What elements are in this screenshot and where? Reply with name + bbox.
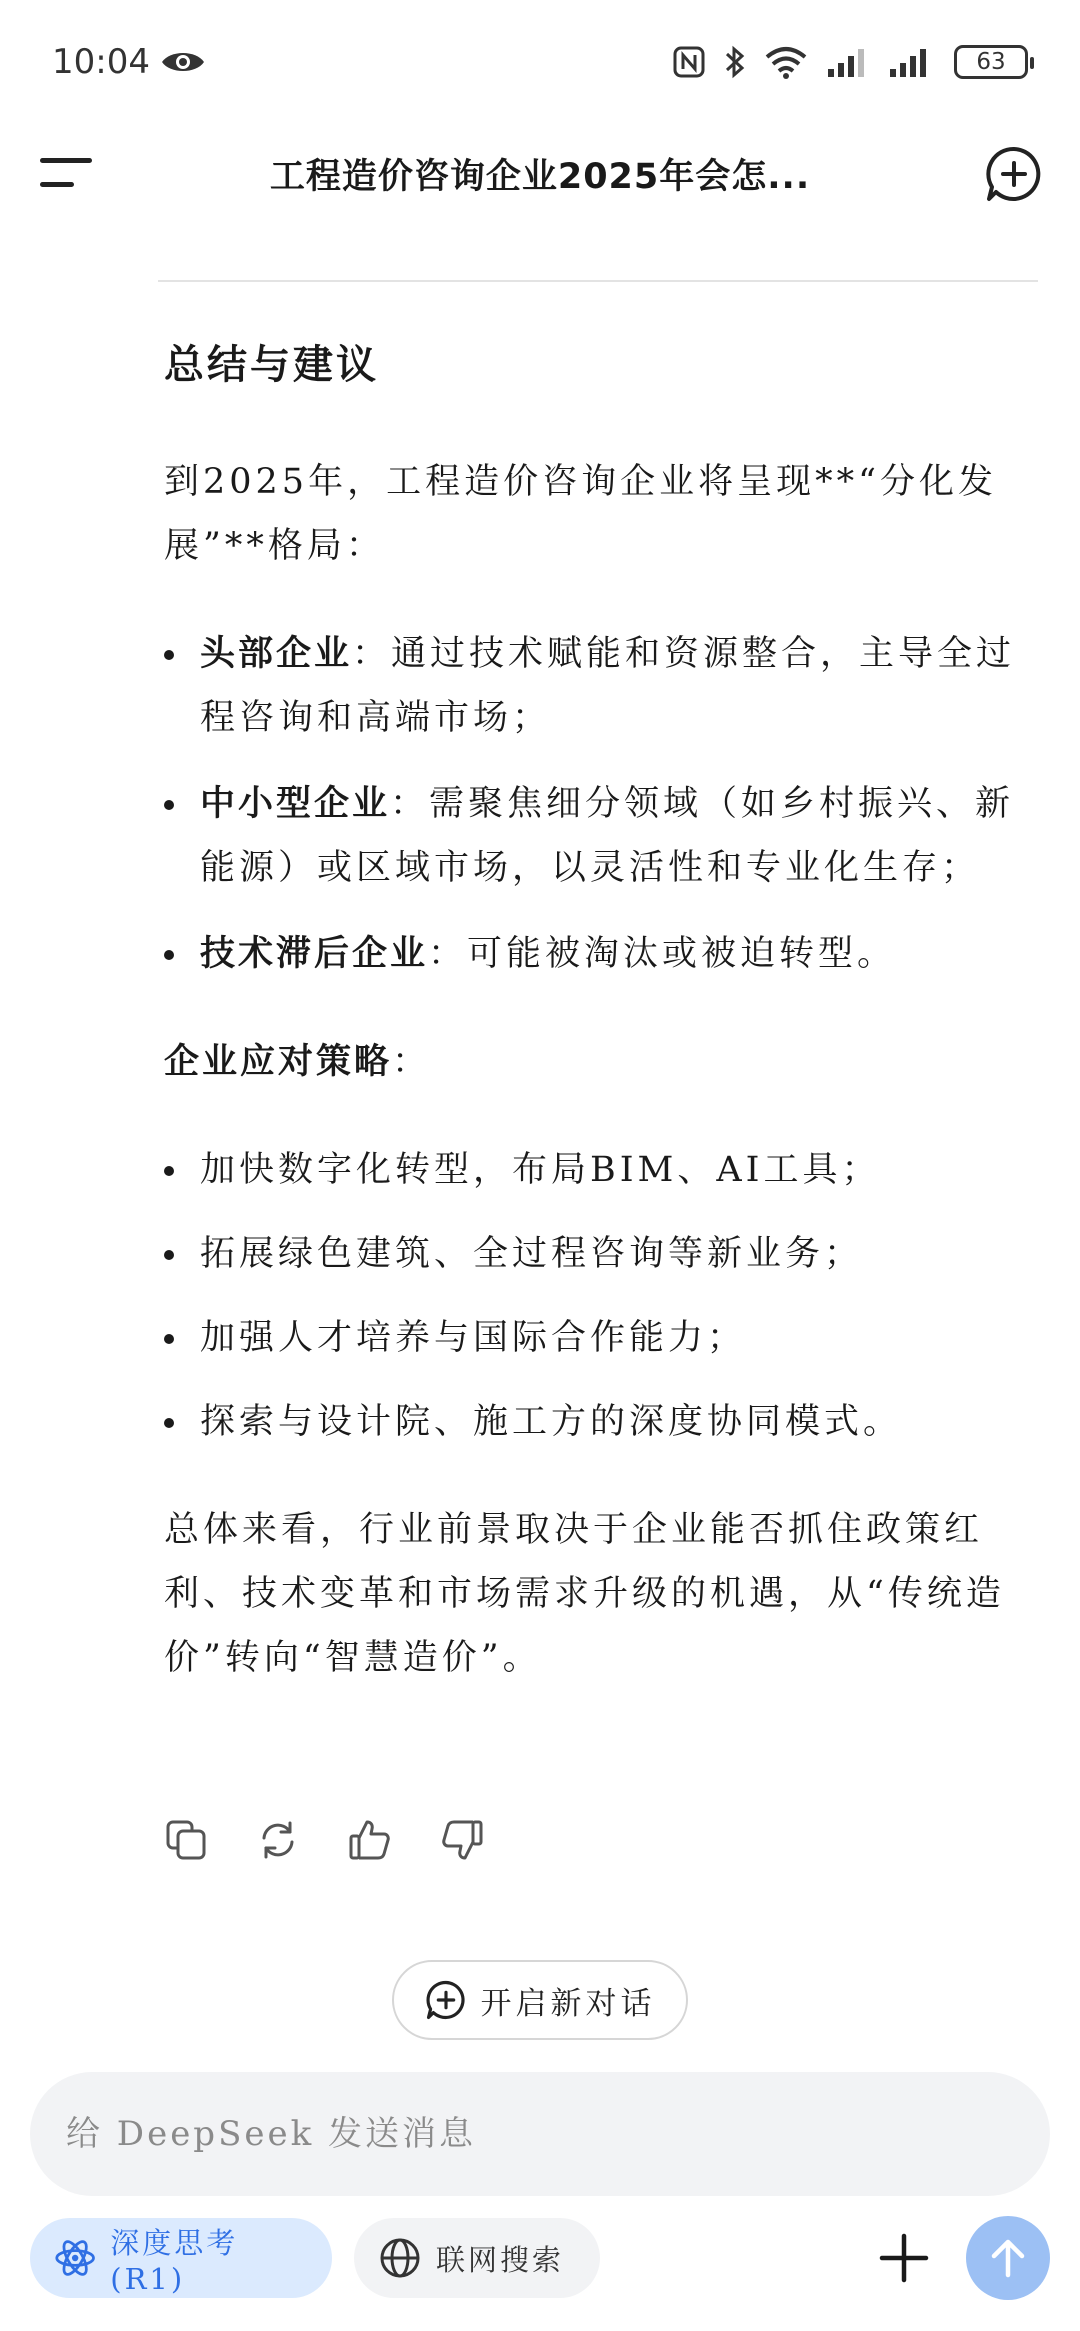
web-search-label: 联网搜索 [436, 2242, 565, 2277]
list-item: 拓展绿色建筑、全过程咨询等新业务； [164, 1222, 1024, 1286]
conclusion-paragraph: 总体来看，行业前景取决于企业能否抓住政策红利、技术变革和市场需求升级的机遇，从“传统造价”转向“智慧造价”。 [164, 1510, 1005, 1678]
regenerate-icon[interactable] [256, 1818, 300, 1862]
list-item: 技术滞后企业：可能被淘汰或被迫转型。 [164, 922, 1024, 986]
nfc-icon [672, 45, 706, 79]
strategy-list [164, 1138, 1024, 1454]
list-item: 头部企业：通过技术赋能和资源整合，主导全过程咨询和高端市场； [164, 622, 1024, 750]
bluetooth-icon [724, 44, 746, 80]
arrow-up-icon [985, 2235, 1031, 2281]
list-item: 加强人才培养与国际合作能力； [164, 1306, 1024, 1370]
message-actions [164, 1818, 484, 1862]
section-title: 总结与建议 [164, 342, 379, 388]
new-conversation-label: 开启新对话 [480, 1985, 656, 2022]
message-input-box [30, 2072, 1050, 2196]
assistant-message [164, 330, 1024, 1734]
message-input[interactable] [64, 2113, 1016, 2155]
menu-button[interactable] [40, 152, 94, 196]
battery-indicator: 63 [954, 45, 1028, 79]
plus-icon[interactable] [876, 2230, 932, 2286]
copy-icon[interactable] [164, 1818, 208, 1862]
conversation-title[interactable]: 工程造价咨询企业2025年会怎... [269, 157, 811, 197]
globe-icon [378, 2236, 422, 2280]
send-button[interactable] [966, 2216, 1050, 2300]
clock: 10:04 [52, 42, 150, 82]
strategy-heading: 企业应对策略： [164, 1042, 432, 1082]
deep-think-toggle[interactable] [30, 2218, 332, 2298]
list-item: 中小型企业：需聚焦细分领域（如乡村振兴、新能源）或区域市场，以灵活性和专业化生存； [164, 772, 1024, 900]
new-chat-icon[interactable] [984, 144, 1044, 204]
signal-icon-2 [888, 45, 936, 79]
thumbs-up-icon[interactable] [348, 1818, 392, 1862]
header [0, 124, 1080, 224]
new-chat-icon [425, 1979, 467, 2021]
wifi-icon [764, 45, 808, 79]
web-search-toggle[interactable] [354, 2218, 600, 2298]
tier-list [164, 622, 1024, 986]
input-toolbar [30, 2218, 1050, 2298]
list-item: 探索与设计院、施工方的深度协同模式。 [164, 1390, 1024, 1454]
thumbs-down-icon[interactable] [440, 1818, 484, 1862]
intro-paragraph: 到2025年，工程造价咨询企业将呈现**“分化发展”**格局： [164, 462, 997, 566]
status-bar [0, 0, 1080, 124]
signal-icon-1 [826, 45, 870, 79]
atom-icon [54, 2235, 96, 2281]
eye-icon [160, 47, 206, 77]
list-item: 加快数字化转型，布局BIM、AI工具； [164, 1138, 1024, 1202]
new-conversation-button[interactable] [392, 1960, 688, 2040]
deep-think-label: 深度思考 (R1) [110, 2225, 239, 2296]
divider [158, 280, 1038, 282]
